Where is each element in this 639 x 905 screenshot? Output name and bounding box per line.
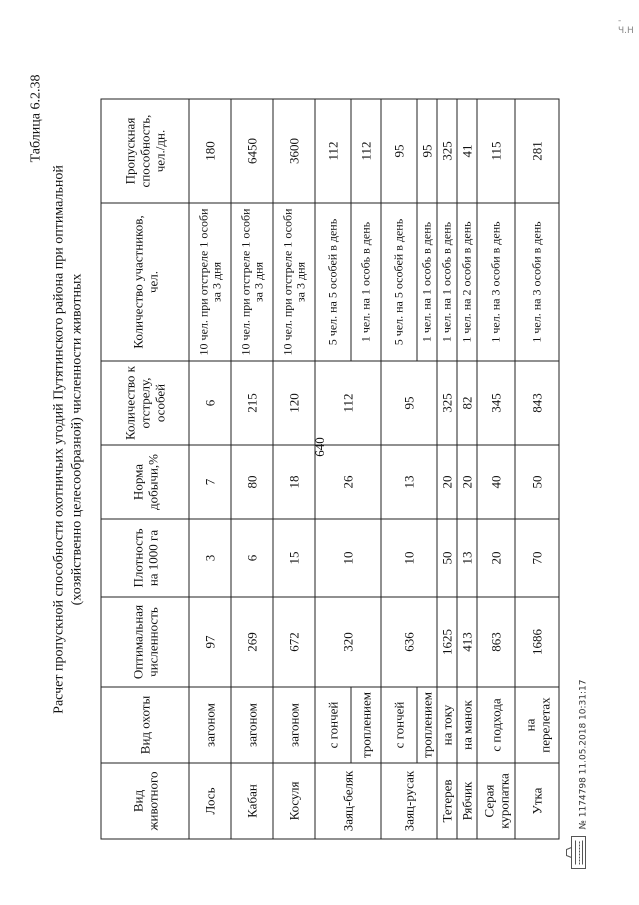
cell-density: 20 [477, 519, 515, 597]
cell-participants: 5 чел. на 5 особей в день [381, 203, 417, 361]
cell-optimal: 269 [231, 597, 273, 687]
cell-capacity: 95 [417, 99, 437, 203]
cell-quota: 120 [273, 361, 315, 445]
cell-capacity: 41 [457, 99, 477, 203]
cell-hunt: троплением [351, 687, 381, 763]
cell-participants: 5 чел. на 5 особей в день [315, 203, 351, 361]
cell-animal: Лось [189, 763, 231, 839]
cell-norm: 7 [189, 445, 231, 519]
cell-participants: 10 чел. при отстреле 1 особи за 3 дня [231, 203, 273, 361]
cell-capacity: 115 [477, 99, 515, 203]
cell-norm: 80 [231, 445, 273, 519]
cell-participants: 1 чел. на 3 особи в день [477, 203, 515, 361]
cell-optimal: 413 [457, 597, 477, 687]
cell-quota: 6 [189, 361, 231, 445]
cell-optimal: 863 [477, 597, 515, 687]
capacity-table [101, 99, 560, 840]
cell-participants: 10 чел. при отстреле 1 особи за 3 дня [189, 203, 231, 361]
table-row [189, 99, 231, 839]
cell-quota: 215 [231, 361, 273, 445]
cell-quota: 843 [515, 361, 559, 445]
cell-optimal: 636 [381, 597, 437, 687]
cell-hunt: загоном [273, 687, 315, 763]
table-row [315, 99, 351, 839]
table-row [437, 99, 457, 839]
cell-participants: 1 чел. на 3 особи в день [515, 203, 559, 361]
cell-density: 3 [189, 519, 231, 597]
page-number: 640 [312, 437, 327, 457]
cell-capacity: 3600 [273, 99, 315, 203]
cell-norm: 26 [315, 445, 381, 519]
cell-optimal: 97 [189, 597, 231, 687]
cell-density: 13 [457, 519, 477, 597]
header-hunt-type: Вид охоты [101, 687, 189, 763]
cell-hunt: с гончей [381, 687, 417, 763]
cell-participants: 1 чел. на 1 особь в день [351, 203, 381, 361]
cell-hunt: загоном [189, 687, 231, 763]
cell-capacity: 95 [381, 99, 417, 203]
cell-density: 50 [437, 519, 457, 597]
document-footer: № 1174798 11.05.2018 10:31:17 [578, 679, 589, 830]
cell-quota: 112 [315, 361, 381, 445]
cell-hunt: на манок [457, 687, 477, 763]
cell-density: 10 [381, 519, 437, 597]
cell-norm: 18 [273, 445, 315, 519]
cell-optimal: 1625 [437, 597, 457, 687]
table-row [231, 99, 273, 839]
title-line-2: (хозяйственно целесообразной) численности животных [69, 273, 85, 606]
header-row [101, 99, 189, 839]
cell-animal: Рябчик [457, 763, 477, 839]
registration-stamp-icon [564, 836, 592, 870]
cell-quota: 325 [437, 361, 457, 445]
cell-norm: 13 [381, 445, 437, 519]
cell-density: 15 [273, 519, 315, 597]
cell-hunt: с подхода [477, 687, 515, 763]
cell-participants: 10 чел. при отстреле 1 особи за 3 дня [273, 203, 315, 361]
cell-hunt: на току [437, 687, 457, 763]
table-title [51, 130, 87, 750]
cell-animal: Тетерев [437, 763, 457, 839]
cell-animal: Кабан [231, 763, 273, 839]
table-row [273, 99, 315, 839]
table-row [457, 99, 477, 839]
table-row [381, 99, 417, 839]
cell-capacity: 112 [351, 99, 381, 203]
cell-quota: 95 [381, 361, 437, 445]
cell-animal: Заяц-русак [381, 763, 437, 839]
cell-capacity: 325 [437, 99, 457, 203]
header-quota: Количество к отстрелу, особей [101, 361, 189, 445]
cell-participants: 1 чел. на 2 особи в день [457, 203, 477, 361]
cell-capacity: 281 [515, 99, 559, 203]
rotated-page-content [11, 35, 639, 870]
cell-capacity: 112 [315, 99, 351, 203]
table-row [515, 99, 559, 839]
cell-participants: 1 чел. на 1 особь в день [437, 203, 457, 361]
cell-norm: 20 [437, 445, 457, 519]
cell-animal: Косуля [273, 763, 315, 839]
title-line-1: Расчет пропускной способности охотничьих угодий Путятинского района при оптимальной [51, 165, 67, 714]
cell-capacity: 180 [189, 99, 231, 203]
cell-animal: Серая куропатка [477, 763, 515, 839]
cell-animal: Утка [515, 763, 559, 839]
header-norm: Норма добычи,% [101, 445, 189, 519]
cell-hunt: троплением [417, 687, 437, 763]
table-label: Таблица 6.2.38 [28, 74, 44, 163]
cell-hunt: загоном [231, 687, 273, 763]
header-participants: Количество участников, чел. [101, 203, 189, 361]
cell-optimal: 1686 [515, 597, 559, 687]
margin-mark: - Ч.Н [618, 16, 634, 36]
header-animal: Вид животного [101, 763, 189, 839]
cell-density: 70 [515, 519, 559, 597]
cell-optimal: 320 [315, 597, 381, 687]
cell-density: 6 [231, 519, 273, 597]
cell-capacity: 6450 [231, 99, 273, 203]
cell-norm: 40 [477, 445, 515, 519]
cell-norm: 50 [515, 445, 559, 519]
cell-hunt: с гончей [315, 687, 351, 763]
header-density: Плотность на 1000 га [101, 519, 189, 597]
cell-quota: 82 [457, 361, 477, 445]
cell-density: 10 [315, 519, 381, 597]
cell-norm: 20 [457, 445, 477, 519]
header-optimal: Оптимальная численность [101, 597, 189, 687]
header-capacity: Пропускная способность, чел./дн. [101, 99, 189, 203]
cell-animal: Заяц-беляк [315, 763, 381, 839]
cell-hunt: на перелетах [515, 687, 559, 763]
cell-quota: 345 [477, 361, 515, 445]
table-row [477, 99, 515, 839]
cell-participants: 1 чел. на 1 особь в день [417, 203, 437, 361]
cell-optimal: 672 [273, 597, 315, 687]
